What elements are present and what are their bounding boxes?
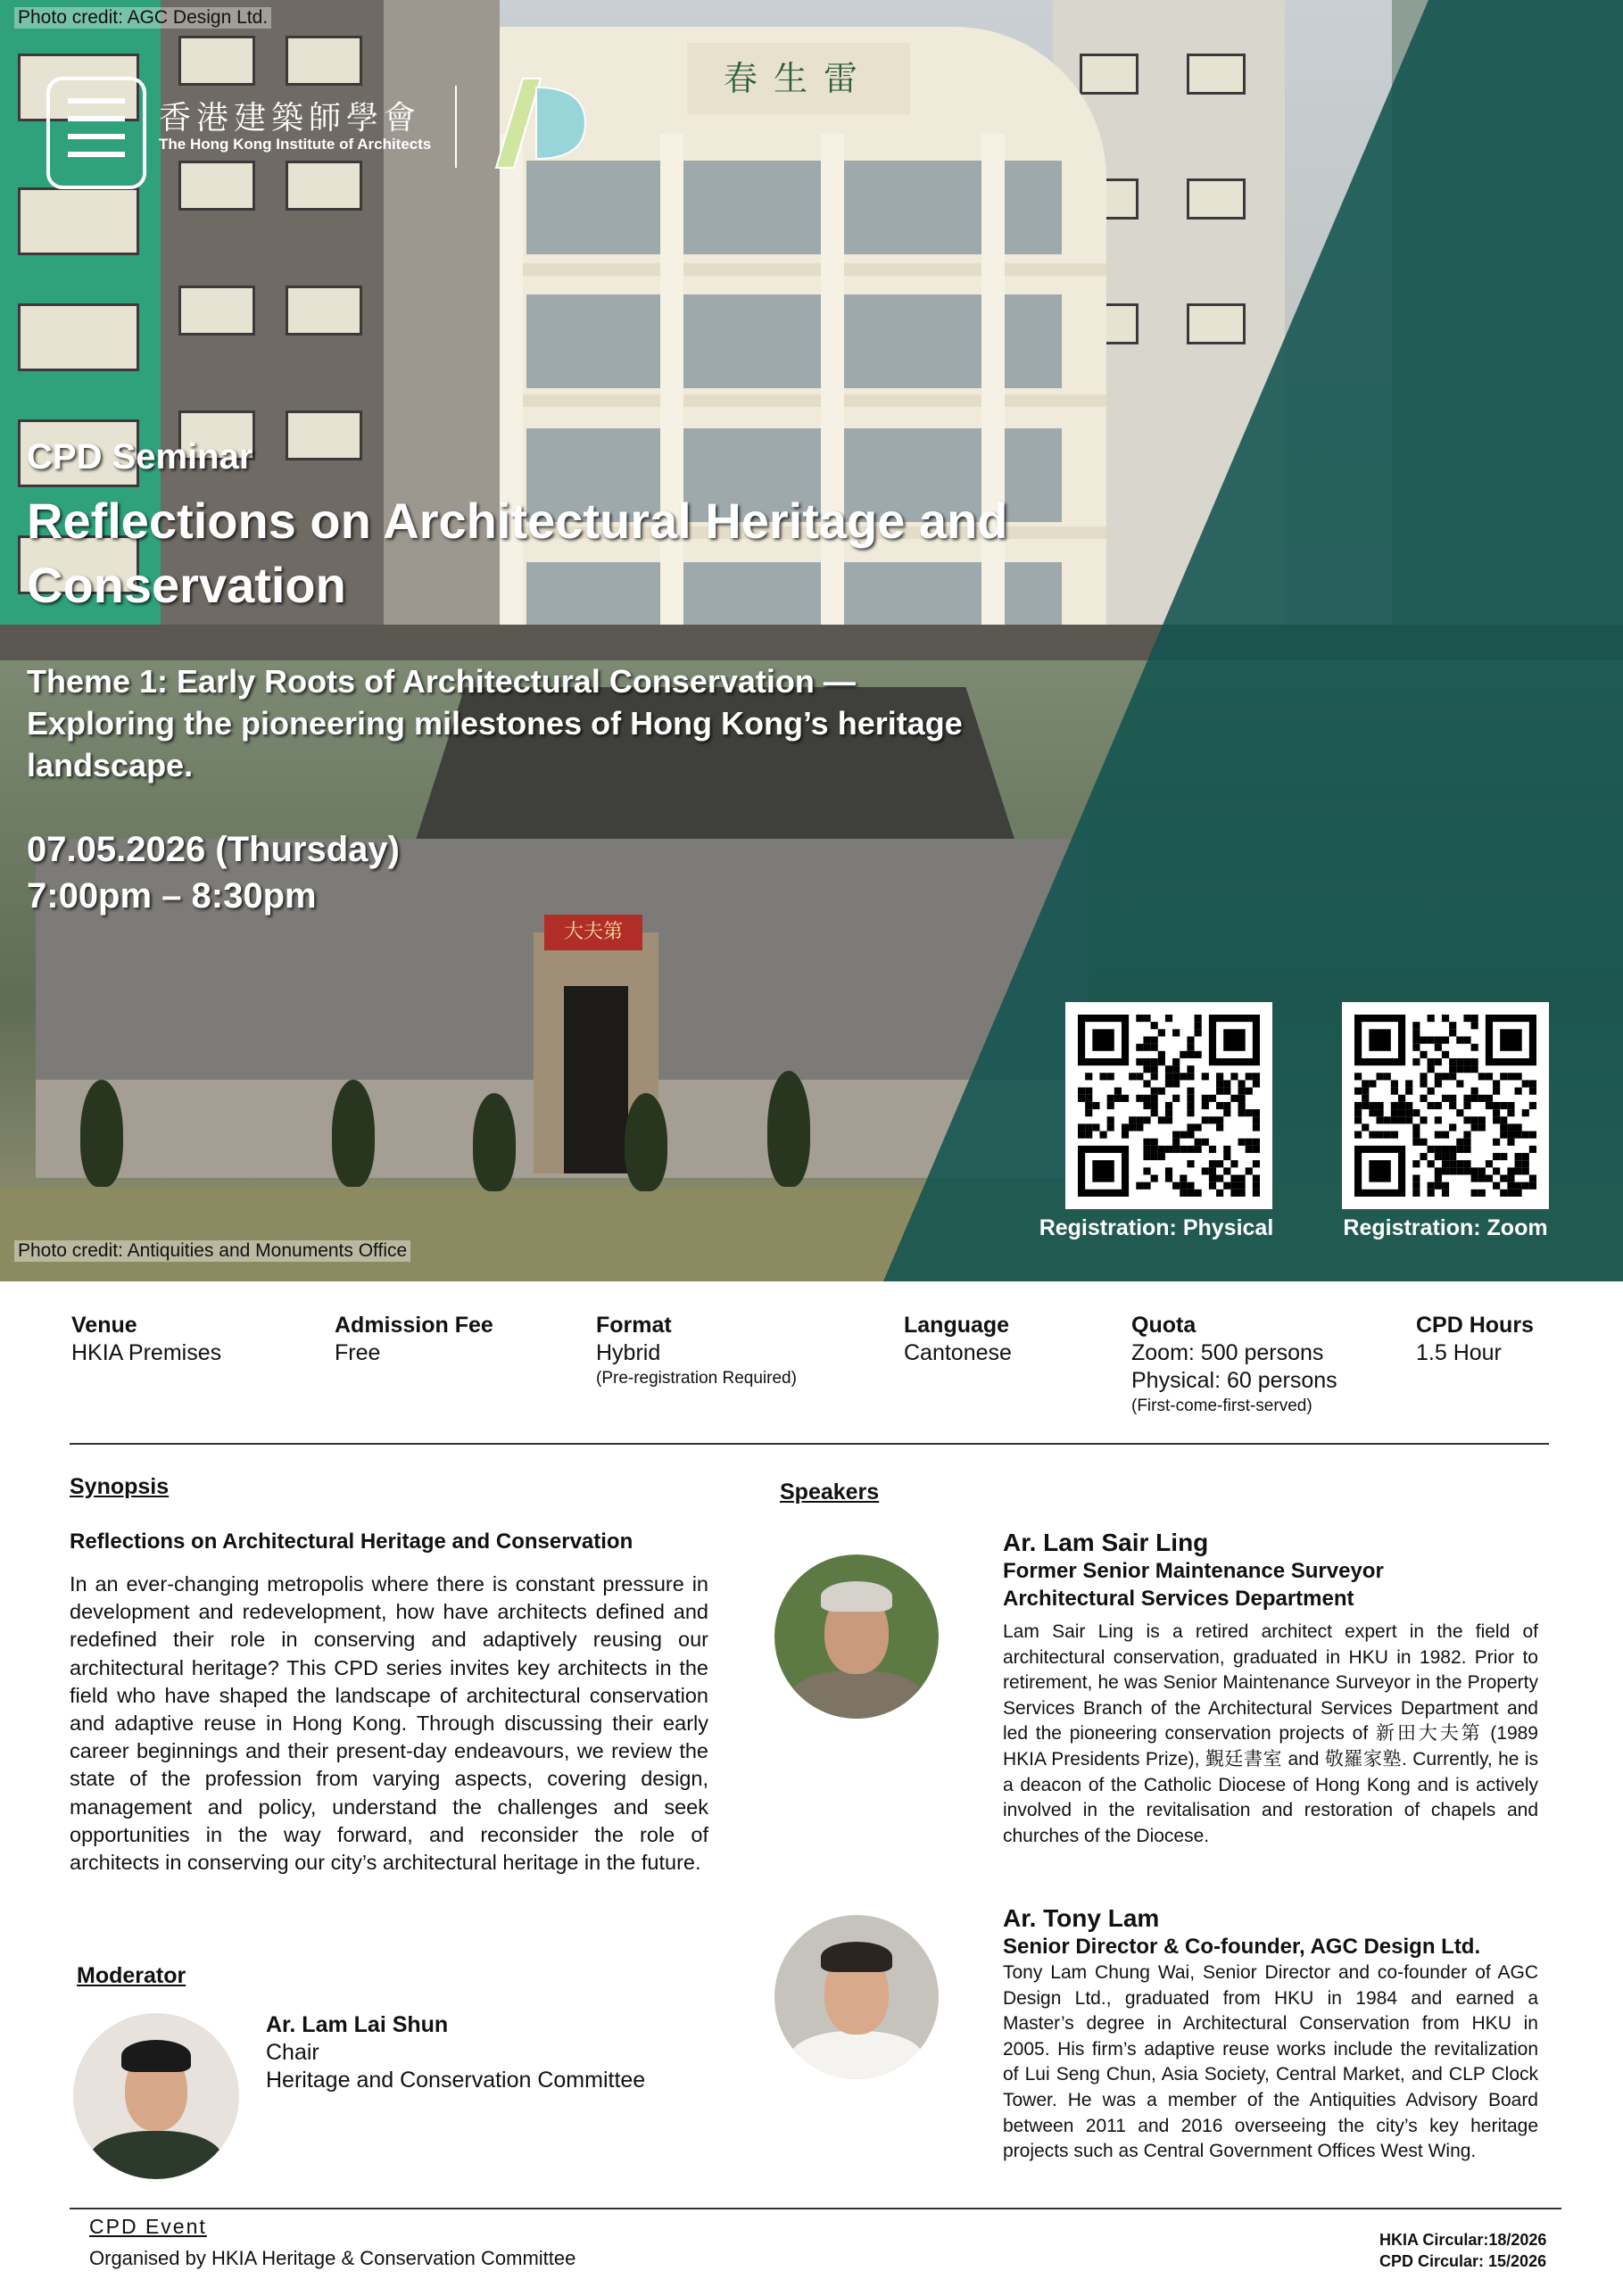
speakers-heading: Speakers xyxy=(780,1480,880,1504)
logo-name-chinese: 香港建築師學會 xyxy=(159,100,422,137)
moderator-info xyxy=(266,2011,645,2094)
moderator-name: Ar. Lam Lai Shun xyxy=(266,2012,449,2037)
qr-code-physical[interactable] xyxy=(1065,1002,1272,1209)
qr-code-zoom[interactable] xyxy=(1342,1002,1549,1209)
info-language xyxy=(904,1312,1012,1367)
speaker-2-bio: Tony Lam Chung Wai, Senior Director and co-founder of AGC Design Ltd., graduated from HKU in 1984 and earned a Master’s degree in Architectural Conservation from HKU in 2005. His firm’s adaptive reuse works include the revitalization of Lui Seng Chun, Asia Society, Central Market, and CLP Clock Tower. He was a member of the Antiquities Advisory Board between 2011 and 2016 overseeing the city’s key heritage projects such as Central Government Offices West Wing. xyxy=(1003,1962,1538,2162)
logo-name-english: The Hong Kong Institute of Architects xyxy=(159,136,432,153)
fee-label: Admission Fee xyxy=(335,1313,493,1338)
language-value: Cantonese xyxy=(904,1340,1012,1365)
info-fee xyxy=(335,1312,493,1367)
footer-divider xyxy=(70,2208,1561,2209)
moderator-heading: Moderator xyxy=(77,1963,186,1988)
info-cpd xyxy=(1416,1312,1534,1367)
qr-zoom-icon xyxy=(1354,1015,1536,1197)
synopsis-heading: Synopsis xyxy=(70,1474,170,1499)
speaker-1-department: Architectural Services Department xyxy=(1003,1587,1354,1611)
speaker-2-name: Ar. Tony Lam xyxy=(1003,1904,1160,1932)
info-divider xyxy=(70,1443,1549,1445)
footer-organiser: Organised by HKIA Heritage & Conservation Committee xyxy=(89,2247,576,2269)
seminar-time: 7:00pm – 8:30pm xyxy=(27,876,317,916)
speaker-2-title: Senior Director & Co-founder, AGC Design Ltd. xyxy=(1003,1935,1481,1959)
seminar-theme: Theme 1: Early Roots of Architectural Conservation — Exploring the pioneering milestones of Hong Kong’s heritage landscape. xyxy=(27,663,963,783)
speaker-2 xyxy=(1003,1904,1538,2165)
photo-credit-bottom: Photo credit: Antiquities and Monuments Office xyxy=(14,1240,410,1262)
quota-label: Quota xyxy=(1131,1313,1197,1338)
info-quota xyxy=(1131,1312,1337,1418)
speaker-2-photo xyxy=(774,1915,939,2079)
moderator-photo xyxy=(73,2013,239,2179)
seminar-datetime xyxy=(27,826,400,919)
venue-value: HKIA Premises xyxy=(71,1340,222,1365)
cpd-circular: CPD Circular: 15/2026 xyxy=(1379,2252,1547,2270)
cpd-value: 1.5 Hour xyxy=(1416,1340,1502,1365)
format-label: Format xyxy=(596,1313,672,1338)
moderator-role: Chair xyxy=(266,2040,319,2065)
format-note: (Pre-registration Required) xyxy=(596,1369,797,1388)
fee-value: Free xyxy=(335,1340,381,1365)
moderator-org: Heritage and Conservation Committee xyxy=(266,2068,646,2093)
photo-credit-top: Photo credit: AGC Design Ltd. xyxy=(14,7,271,29)
speaker-1-title: Former Senior Maintenance Surveyor xyxy=(1003,1559,1384,1583)
seminar-kicker: CPD Seminar xyxy=(27,437,253,477)
speaker-1-name: Ar. Lam Sair Ling xyxy=(1003,1529,1209,1556)
shrub xyxy=(473,1093,516,1191)
quota-zoom: Zoom: 500 persons xyxy=(1131,1340,1324,1365)
logo-divider xyxy=(455,86,457,168)
qr-physical-icon xyxy=(1078,1015,1260,1197)
speaker-1 xyxy=(1003,1529,1538,1849)
cpd-label: CPD Hours xyxy=(1416,1313,1534,1338)
speaker-1-bio: Lam Sair Ling is a retired architect expert in the field of architectural conservation, graduated in HKU in 1982. Prior to retirement, he was Senior Maintenance Surveyor in the Property Services Branch of the Architectural Services Department and led the pioneering conservation projects of 新田大夫第 (1989 HKIA Presidents Prize), 覲廷書室 and 敬羅家塾. Currently, he is a deacon of the Catholic Diocese of Hong Kong and is actively involved in the revitalisation and restoration of chapels and churches of the Diocese. xyxy=(1003,1621,1538,1846)
qr-zoom-label: Registration: Zoom xyxy=(1343,1215,1548,1240)
seminar-title: Reflections on Architectural Heritage and Conservation xyxy=(27,493,1008,613)
speaker-1-photo xyxy=(774,1554,939,1719)
ad-logo-icon xyxy=(487,70,594,177)
info-venue xyxy=(71,1312,221,1367)
qr-physical-label: Registration: Physical xyxy=(1039,1215,1274,1240)
shrub xyxy=(625,1093,667,1191)
shrub xyxy=(767,1071,810,1187)
hall-plaque: 大夫第 xyxy=(544,915,642,950)
quota-physical: Physical: 60 persons xyxy=(1131,1368,1337,1393)
info-format xyxy=(596,1312,797,1390)
building-sign: 春生雷 xyxy=(687,43,910,114)
quota-note: (First-come-first-served) xyxy=(1131,1397,1312,1415)
synopsis-subtitle: Reflections on Architectural Heritage and Conservation xyxy=(70,1529,633,1554)
synopsis-body: In an ever-changing metropolis where there is constant pressure in development and redevelopment, how have architects defined and redefined their role in conserving and adaptively reusing our architectural heritage? This CPD series invites key architects in the field who have shaped the landscape of architectural conservation and adaptive reuse in Hong Kong. Through discussing their early career beginnings and their present-day endeavours, we review the state of the profession from varying aspects, covering design, management and policy, understand the challenges and seek opportunities in the way forward, and reconsider the role of architects in conserving our city’s architectural heritage in the future. xyxy=(70,1572,708,1875)
format-value: Hybrid xyxy=(596,1340,661,1365)
shrub xyxy=(332,1080,375,1187)
seminar-date: 07.05.2026 (Thursday) xyxy=(27,830,400,869)
footer-circulars xyxy=(1379,2229,1546,2272)
shrub xyxy=(80,1080,123,1187)
venue-label: Venue xyxy=(71,1313,137,1338)
hkia-circular: HKIA Circular:18/2026 xyxy=(1379,2231,1547,2249)
language-label: Language xyxy=(904,1313,1010,1338)
footer-event: CPD Event xyxy=(89,2215,207,2238)
hkia-logo-icon xyxy=(46,77,146,189)
